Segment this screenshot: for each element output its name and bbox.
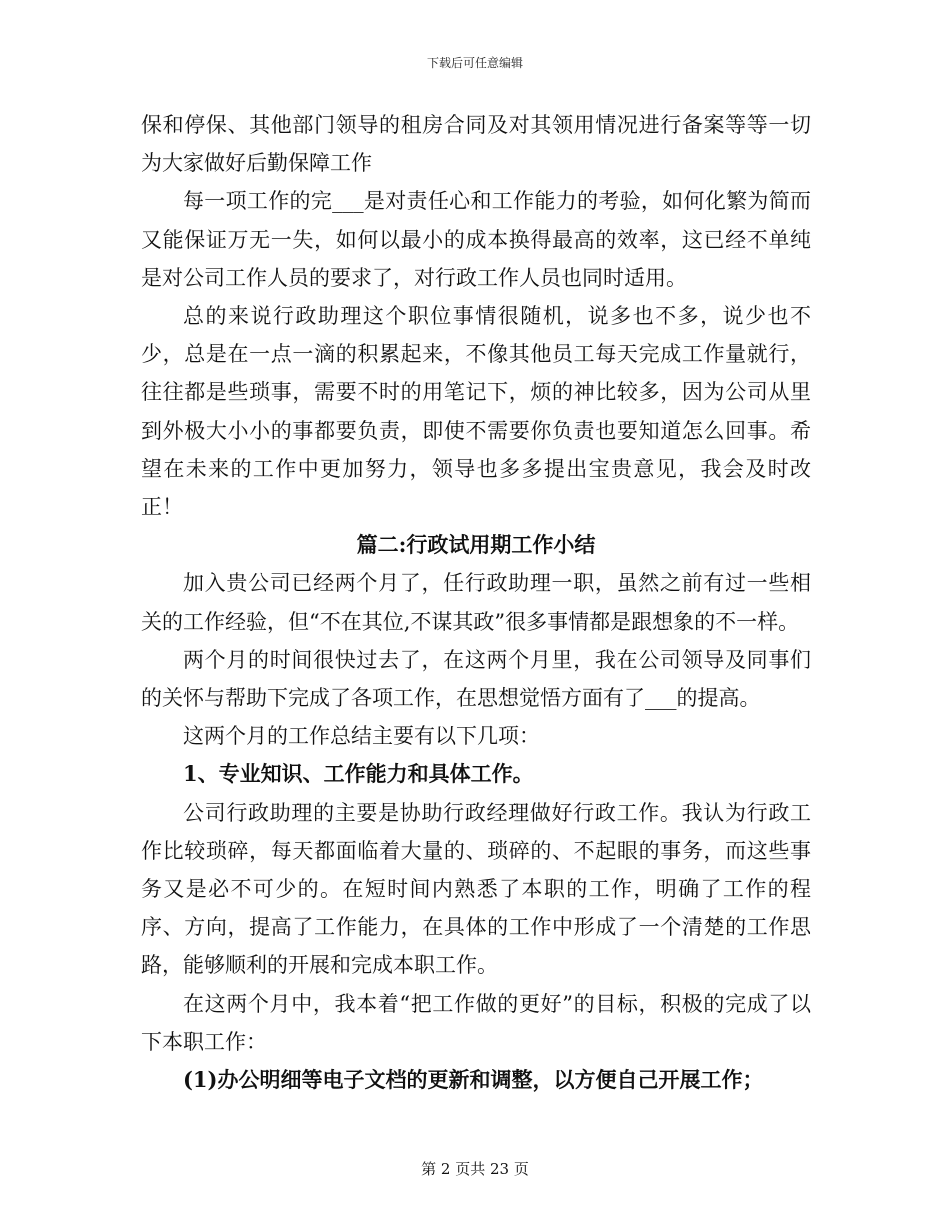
paragraph: 两个月的时间很快过去了，在这两个月里，我在公司领导及同事们的关怀与帮助下完成了各项工作，在思想觉悟方面有了___的提高。 <box>141 647 811 711</box>
subheading: 1、专业知识、工作能力和具体工作。 <box>183 761 534 787</box>
document-body <box>141 106 811 1099</box>
list-item: (1)办公明细等电子文档的更新和调整，以方便自己开展工作； <box>183 1067 764 1093</box>
page-header: 下载后可任意编辑 <box>426 56 523 70</box>
paragraph-continuation: 保和停保、其他部门领导的租房合同及对其领用情况进行备案等等一切为大家做好后勤保障工作 <box>141 113 811 176</box>
paragraph: 在这两个月中，我本着“把工作做的更好”的目标，积极的完成了以下本职工作： <box>141 991 811 1054</box>
paragraph: 这两个月的工作总结主要有以下几项： <box>183 724 540 749</box>
page-footer: 第 2 页共 23 页 <box>421 1160 529 1178</box>
paragraph: 每一项工作的完___是对责任心和工作能力的考验，如何化繁为简而又能保证万无一失，如何以最小的成本换得最高的效率，这已经不单纯是对公司工作人员的要求了，对行政工作人员也同时适用。 <box>141 189 811 290</box>
paragraph: 总的来说行政助理这个职位事情很随机，说多也不多，说少也不少，总是在一点一滴的积累起来，不像其他员工每天完成工作量就行，往往都是些琐事，需要不时的用笔记下，烦的神比较多，因为公司从里到外极大小小的事都要负责，即使不需要你负责也要知道怎么回事。希望在未来的工作中更加努力，领导也多多提出宝贵意见，我会及时改正！ <box>141 304 811 520</box>
section-title: 篇二:行政试用期工作小结 <box>356 532 596 558</box>
paragraph: 加入贵公司已经两个月了，任行政助理一职，虽然之前有过一些相关的工作经验，但“不在其位,不谋其政”很多事情都是跟想象的不一样。 <box>141 571 811 634</box>
paragraph: 公司行政助理的主要是协助行政经理做好行政工作。我认为行政工作比较琐碎，每天都面临着大量的、琐碎的、不起眼的事务，而这些事务又是必不可少的。在短时间内熟悉了本职的工作，明确了工作的程序、方向，提高了工作能力，在具体的工作中形成了一个清楚的工作思路，能够顺利的开展和完成本职工作。 <box>141 800 811 978</box>
